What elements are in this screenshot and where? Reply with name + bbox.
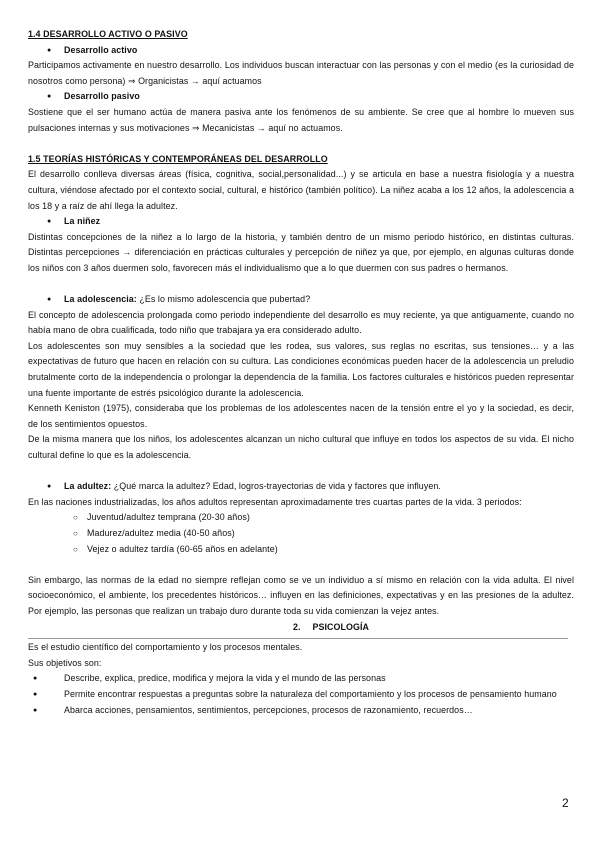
section-title: PSICOLOGÍA [312,621,370,632]
paragraph-adolescencia-3: Kenneth Keniston (1975), consideraba que los problemas de los adolescentes nacen de la tensión entre el yo y la sociedad, es decir, de los sentimientos opuestos. [28,403,574,429]
bullet-label: Desarrollo activo [64,44,138,55]
bullet-question: ¿Qué marca la adultez? Edad, logros-trayectorias de vida y factores que influyen. [111,481,441,492]
bullet-label: La niñez [64,216,101,227]
paragraph-closing: Sin embargo, las normas de la edad no siempre reflejan como se ve un individuo a sí mismo en relación con la vida adulta. El nivel socioeconómico, el ambiente, los precedentes históricos… influyen en las definiciones, expectativas y en las presiones de la adultez. Por ejemplo, las personas que realizan un trabajo duro durante toda su vida comienzan la vejez antes. [28,574,574,616]
paragraph-adultez: En las naciones industrializadas, los años adultos representan aproximadamente tres cuartas partes de la vida. 3 periodos: [28,496,522,507]
section-heading-2 [28,620,574,636]
list-item-periodo: ○ Juventud/adultez temprana (20-30 años) [28,510,574,526]
list-item-objetivo: ● Describe, explica, predice, modifica y mejora la vida y el mundo de las personas [28,671,574,687]
page-content [28,27,574,718]
paragraph-ninez: Distintas concepciones de la niñez a lo largo de la historia, y también dentro de un mismo periodo histórico, en distintas culturas. Distintas percepciones → diferenciación en prácticas culturales y percepción de niñez ya que, por ejemplo, en algunas culturas donde los niños con 3 años duermen solo, favorecen más el individualismo que a lo que duermen con sus padres o hermanos. [28,231,574,273]
section-heading-1-4: 1.4 DESARROLLO ACTIVO O PASIVO [28,29,188,39]
bullet-la-adolescencia [28,292,574,308]
section-heading-1-5: 1.5 TEORÍAS HISTÓRICAS Y CONTEMPORÁNEAS DEL DESARROLLO [28,153,328,164]
paragraph-pasivo: Sostiene que el ser humano actúa de manera pasiva ante los fenómenos de su ambiente. Se cree que al hombre lo mueven sus pulsaciones internas y sus motivaciones ⇒ Mecanicistas → aquí no actuamos. [28,106,574,133]
bullet-label: Desarrollo pasivo [64,91,140,102]
bullet-desarrollo-pasivo [28,89,574,105]
page-number: 2 [562,796,569,810]
bullet-desarrollo-activo [28,43,574,59]
paragraph-adolescencia-2: Los adolescentes son muy sensibles a la sociedad que les rodea, sus valores, sus reglas no escritas, sus tensiones… y a las expectativas de futuro que hacen en relación con su cultura. Las condiciones económicas pueden hacer de la adolescencia un preludio brutalmente corto de la independencia o prolongar la dependencia de la familia. Los factores culturales e históricos pueden representar una fuente importante de estrés psicológico durante la adolescencia. [28,340,574,398]
bullet-label: La adolescencia: [64,294,137,305]
list-item-objetivo: ● Abarca acciones, pensamientos, sentimientos, percepciones, procesos de razonamiento, recuerdos… [28,703,574,719]
bullet-label: La adultez: [64,481,112,492]
section-number: 2. [292,621,301,632]
list-item-periodo: ○ Vejez o adultez tardía (60-65 años en adelante) [28,542,574,558]
bullet-question: ¿Es lo mismo adolescencia que pubertad? [136,294,311,305]
paragraph-intro: El desarrollo conlleva diversas áreas (física, cognitiva, social,personalidad...) y se articula en base a nuestra fisiología y a nuestra cultura, viéndose afectado por el contexto social, cultural, e histórico (también político). La niñez acaba a los 12 años, la adolescencia a los 18 y a raíz de ahí llega la adultez. [28,169,574,211]
paragraph-adolescencia-1: El concepto de adolescencia prolongada como periodo independiente del desarrollo es muy reciente, ya que antiguamente, cuando no había mano de obra cualificada, todo niño que trabajara ya era considerado adulto. [28,309,574,336]
list-item-periodo: ○ Madurez/adultez media (40-50 años) [28,526,574,542]
paragraph-objetivos-intro: Sus objetivos son: [28,657,102,668]
paragraph-definition: Es el estudio científico del comportamiento y los procesos mentales. [28,642,303,653]
list-item-objetivo: ● Permite encontrar respuestas a preguntas sobre la naturaleza del comportamiento y los procesos de pensamiento humano [28,687,574,703]
paragraph-activo: Participamos activamente en nuestro desarrollo. Los individuos buscan interactuar con las personas y con el medio (es la curiosidad de nosotros como persona) ⇒ Organicistas → aquí actuamos [28,60,574,86]
bullet-la-ninez [28,214,574,230]
heading-underline-rule [28,638,568,639]
bullet-la-adultez [28,479,574,495]
paragraph-adolescencia-4: De la misma manera que los niños, los adolescentes alcanzan un nicho cultural que influye en todos los aspectos de su vida. El nicho cultural define lo que es la adolescencia. [28,434,574,461]
